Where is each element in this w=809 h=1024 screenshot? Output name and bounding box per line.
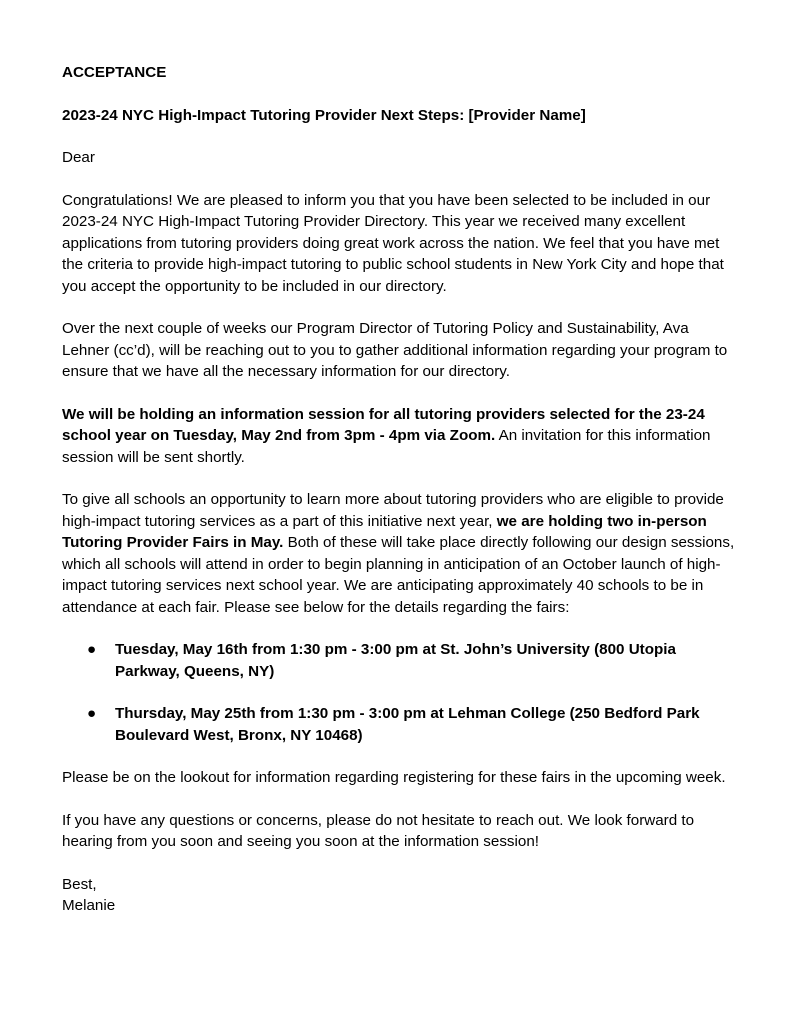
bullet-icon: ● xyxy=(87,641,97,658)
paragraph-registration: Please be on the lookout for information regarding registering for these fairs in the upcoming week. xyxy=(62,769,726,786)
paragraph-fairs xyxy=(62,489,739,618)
salutation: Dear xyxy=(62,149,95,166)
paragraph-congratulations: Congratulations! We are pleased to inform you that you have been selected to be included in our 2023-24 NYC High-Impact Tutoring Provider Directory. This year we received many excellent applications from tutoring providers doing great work across the nation. We feel that you have met the criteria to provide high-impact tutoring to public school students in New York City and hope that you accept the opportunity to be included in our directory. xyxy=(62,191,724,295)
info-session-rest: An invitation for this information session will be sent shortly. xyxy=(62,427,711,466)
list-item xyxy=(62,703,739,746)
bullet-icon: ● xyxy=(87,705,97,722)
fairs-intro: To give all schools an opportunity to learn more about tutoring providers who are eligible to provide high-impact tutoring services as a part of this initiative next year, xyxy=(62,491,724,530)
info-session-bold: We will be holding an information session for all tutoring providers selected for the 23-24 school year on Tuesday, May 2nd from 3pm - 4pm via Zoom. xyxy=(62,405,705,444)
paragraph-program-director: Over the next couple of weeks our Program Director of Tutoring Policy and Sustainability, Ava Lehner (cc’d), will be reaching out to you to gather additional information regarding your program to ensure that we have all the necessary information for our directory. xyxy=(62,320,728,380)
fairs-list xyxy=(62,639,739,746)
list-item xyxy=(62,639,739,682)
fair-detail: Thursday, May 25th from 1:30 pm - 3:00 pm at Lehman College (250 Bedford Park Boulevard West, Bronx, NY 10468) xyxy=(115,705,700,744)
paragraph-info-session xyxy=(62,404,739,469)
fairs-bold: we are holding two in-person Tutoring Provider Fairs in May. xyxy=(62,512,707,551)
closing: Best, xyxy=(62,875,97,893)
letter-subject: 2023-24 NYC High-Impact Tutoring Provider Next Steps: [Provider Name] xyxy=(62,106,586,124)
paragraph-questions: If you have any questions or concerns, please do not hesitate to reach out. We look forward to hearing from you soon and seeing you soon at the information session! xyxy=(62,811,695,850)
acceptance-label: ACCEPTANCE xyxy=(62,64,167,81)
signature: Melanie xyxy=(62,897,116,914)
fairs-rest: Both of these will take place directly following our design sessions, which all schools will attend in order to begin planning in anticipation of an October launch of high-impact tutoring services next school year. We are anticipating approximately 40 schools to be in attendance at each fair. Please see below for the details regarding the fairs: xyxy=(62,534,735,616)
fair-detail: Tuesday, May 16th from 1:30 pm - 3:00 pm at St. John’s University (800 Utopia Parkway, Queens, NY) xyxy=(115,641,676,680)
